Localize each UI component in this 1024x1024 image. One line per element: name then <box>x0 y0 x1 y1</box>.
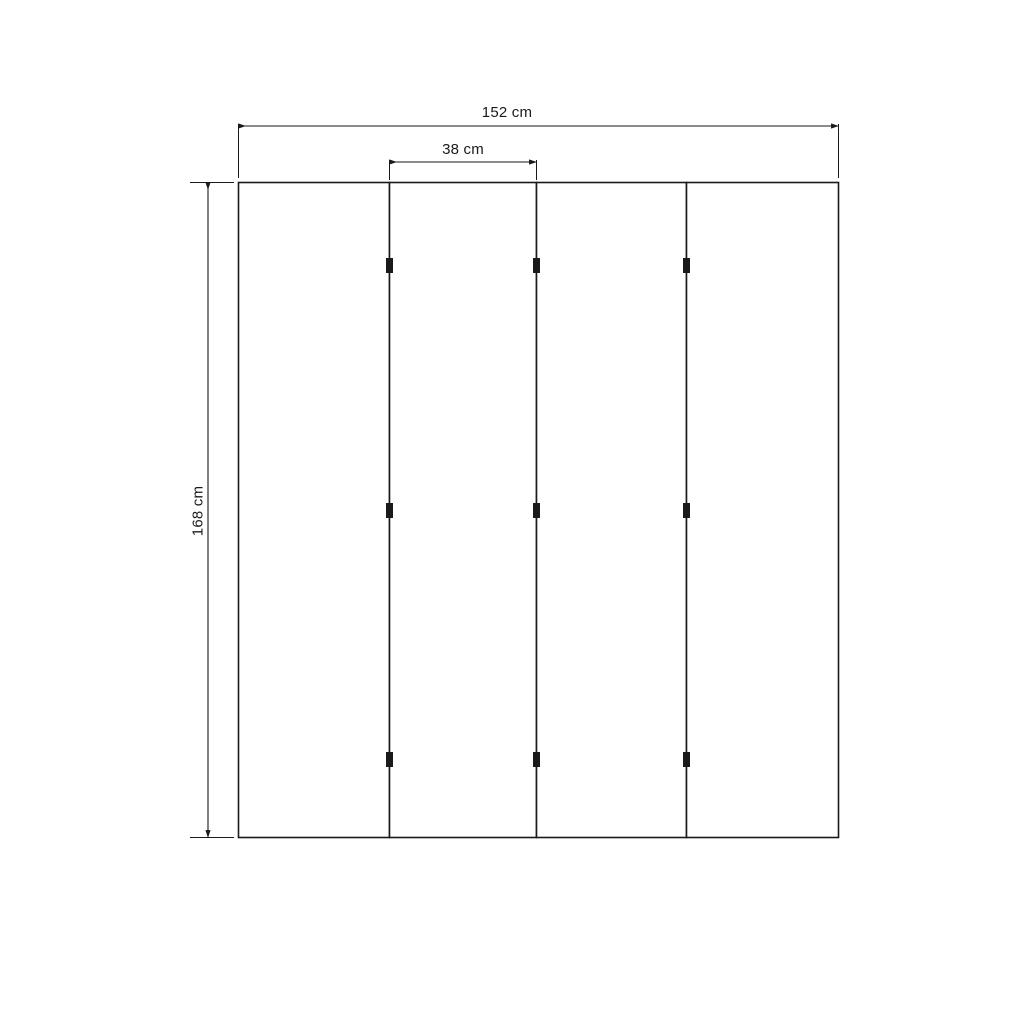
panel-2 <box>390 183 537 838</box>
hinge-icon <box>386 258 393 273</box>
panel-1 <box>239 183 390 838</box>
panel-3 <box>537 183 687 838</box>
hinge-icon <box>683 503 690 518</box>
hinge-icon <box>533 503 540 518</box>
hinge-icon <box>533 752 540 767</box>
panel-width-dimension <box>390 160 537 180</box>
hinge-icon <box>386 503 393 518</box>
hinge-icon <box>386 752 393 767</box>
total-width-label: 152 cm <box>481 104 533 121</box>
hinge-icon <box>533 258 540 273</box>
width-dimension <box>239 124 839 178</box>
hinge-icon <box>683 752 690 767</box>
hinge-icon <box>683 258 690 273</box>
height-label: 168 cm <box>189 485 207 537</box>
panel-4 <box>687 183 839 838</box>
panel-width-label: 38 cm <box>442 141 484 158</box>
